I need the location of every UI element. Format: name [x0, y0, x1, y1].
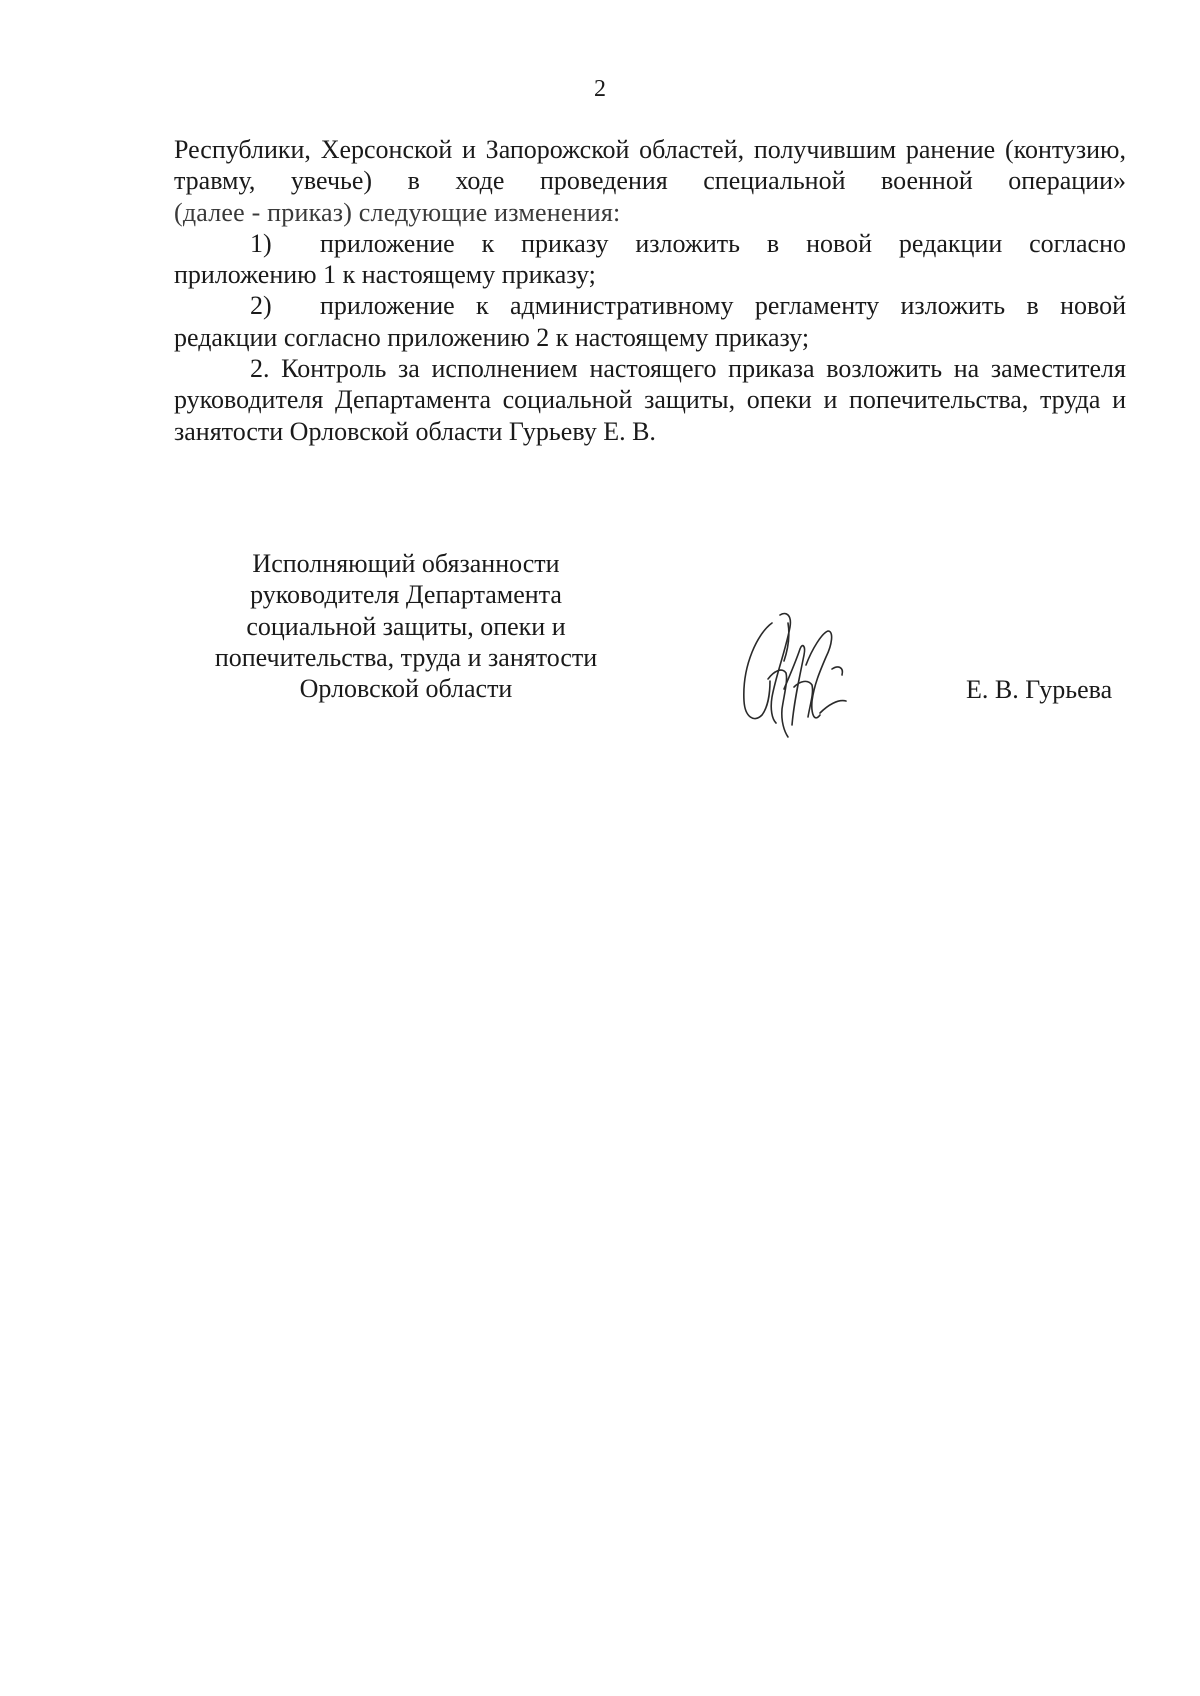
intro-tail: (далее - приказ) следующие изменения: — [174, 197, 621, 227]
document-body — [174, 134, 1126, 447]
list-item-2 — [174, 290, 1126, 353]
list-item-1 — [174, 228, 1126, 291]
signatory-position-line: Орловской области — [299, 674, 513, 704]
handwritten-signature — [728, 605, 868, 745]
signatory-position-line: Исполняющий обязанности — [252, 549, 560, 578]
signer-name: Е. В. Гурьева — [966, 675, 1113, 704]
signatory-position-line: попечительства, труда и занятости — [214, 642, 598, 672]
page-number: 2 — [594, 76, 606, 102]
list-item-2-text: приложение к административному регламенту изложить в новой редакции согласно приложению 2 к настоящему приказу; — [174, 291, 1126, 352]
control-clause: 2. Контроль за исполнением настоящего приказа возложить на заместителя руководителя Департамента социальной защиты, опеки и попечительства, труда и занятости Орловской области Гурьеву Е. В. — [174, 354, 1126, 446]
signatory-position-line: социальной защиты, опеки и — [246, 611, 566, 641]
signatory-position-line: руководителя Департамента — [250, 580, 562, 610]
signatory-position — [196, 548, 616, 704]
list-item-1-number: 1) — [250, 228, 272, 258]
list-item-2-number: 2) — [250, 291, 272, 321]
intro-paragraph: Республики, Херсонской и Запорожской областей, получившим ранение (контузию, травму, увечье) в ходе проведения специальной военной операции» — [174, 135, 1126, 196]
list-item-1-text: приложение к приказу изложить в новой редакции согласно приложению 1 к настоящему приказу; — [174, 228, 1126, 290]
